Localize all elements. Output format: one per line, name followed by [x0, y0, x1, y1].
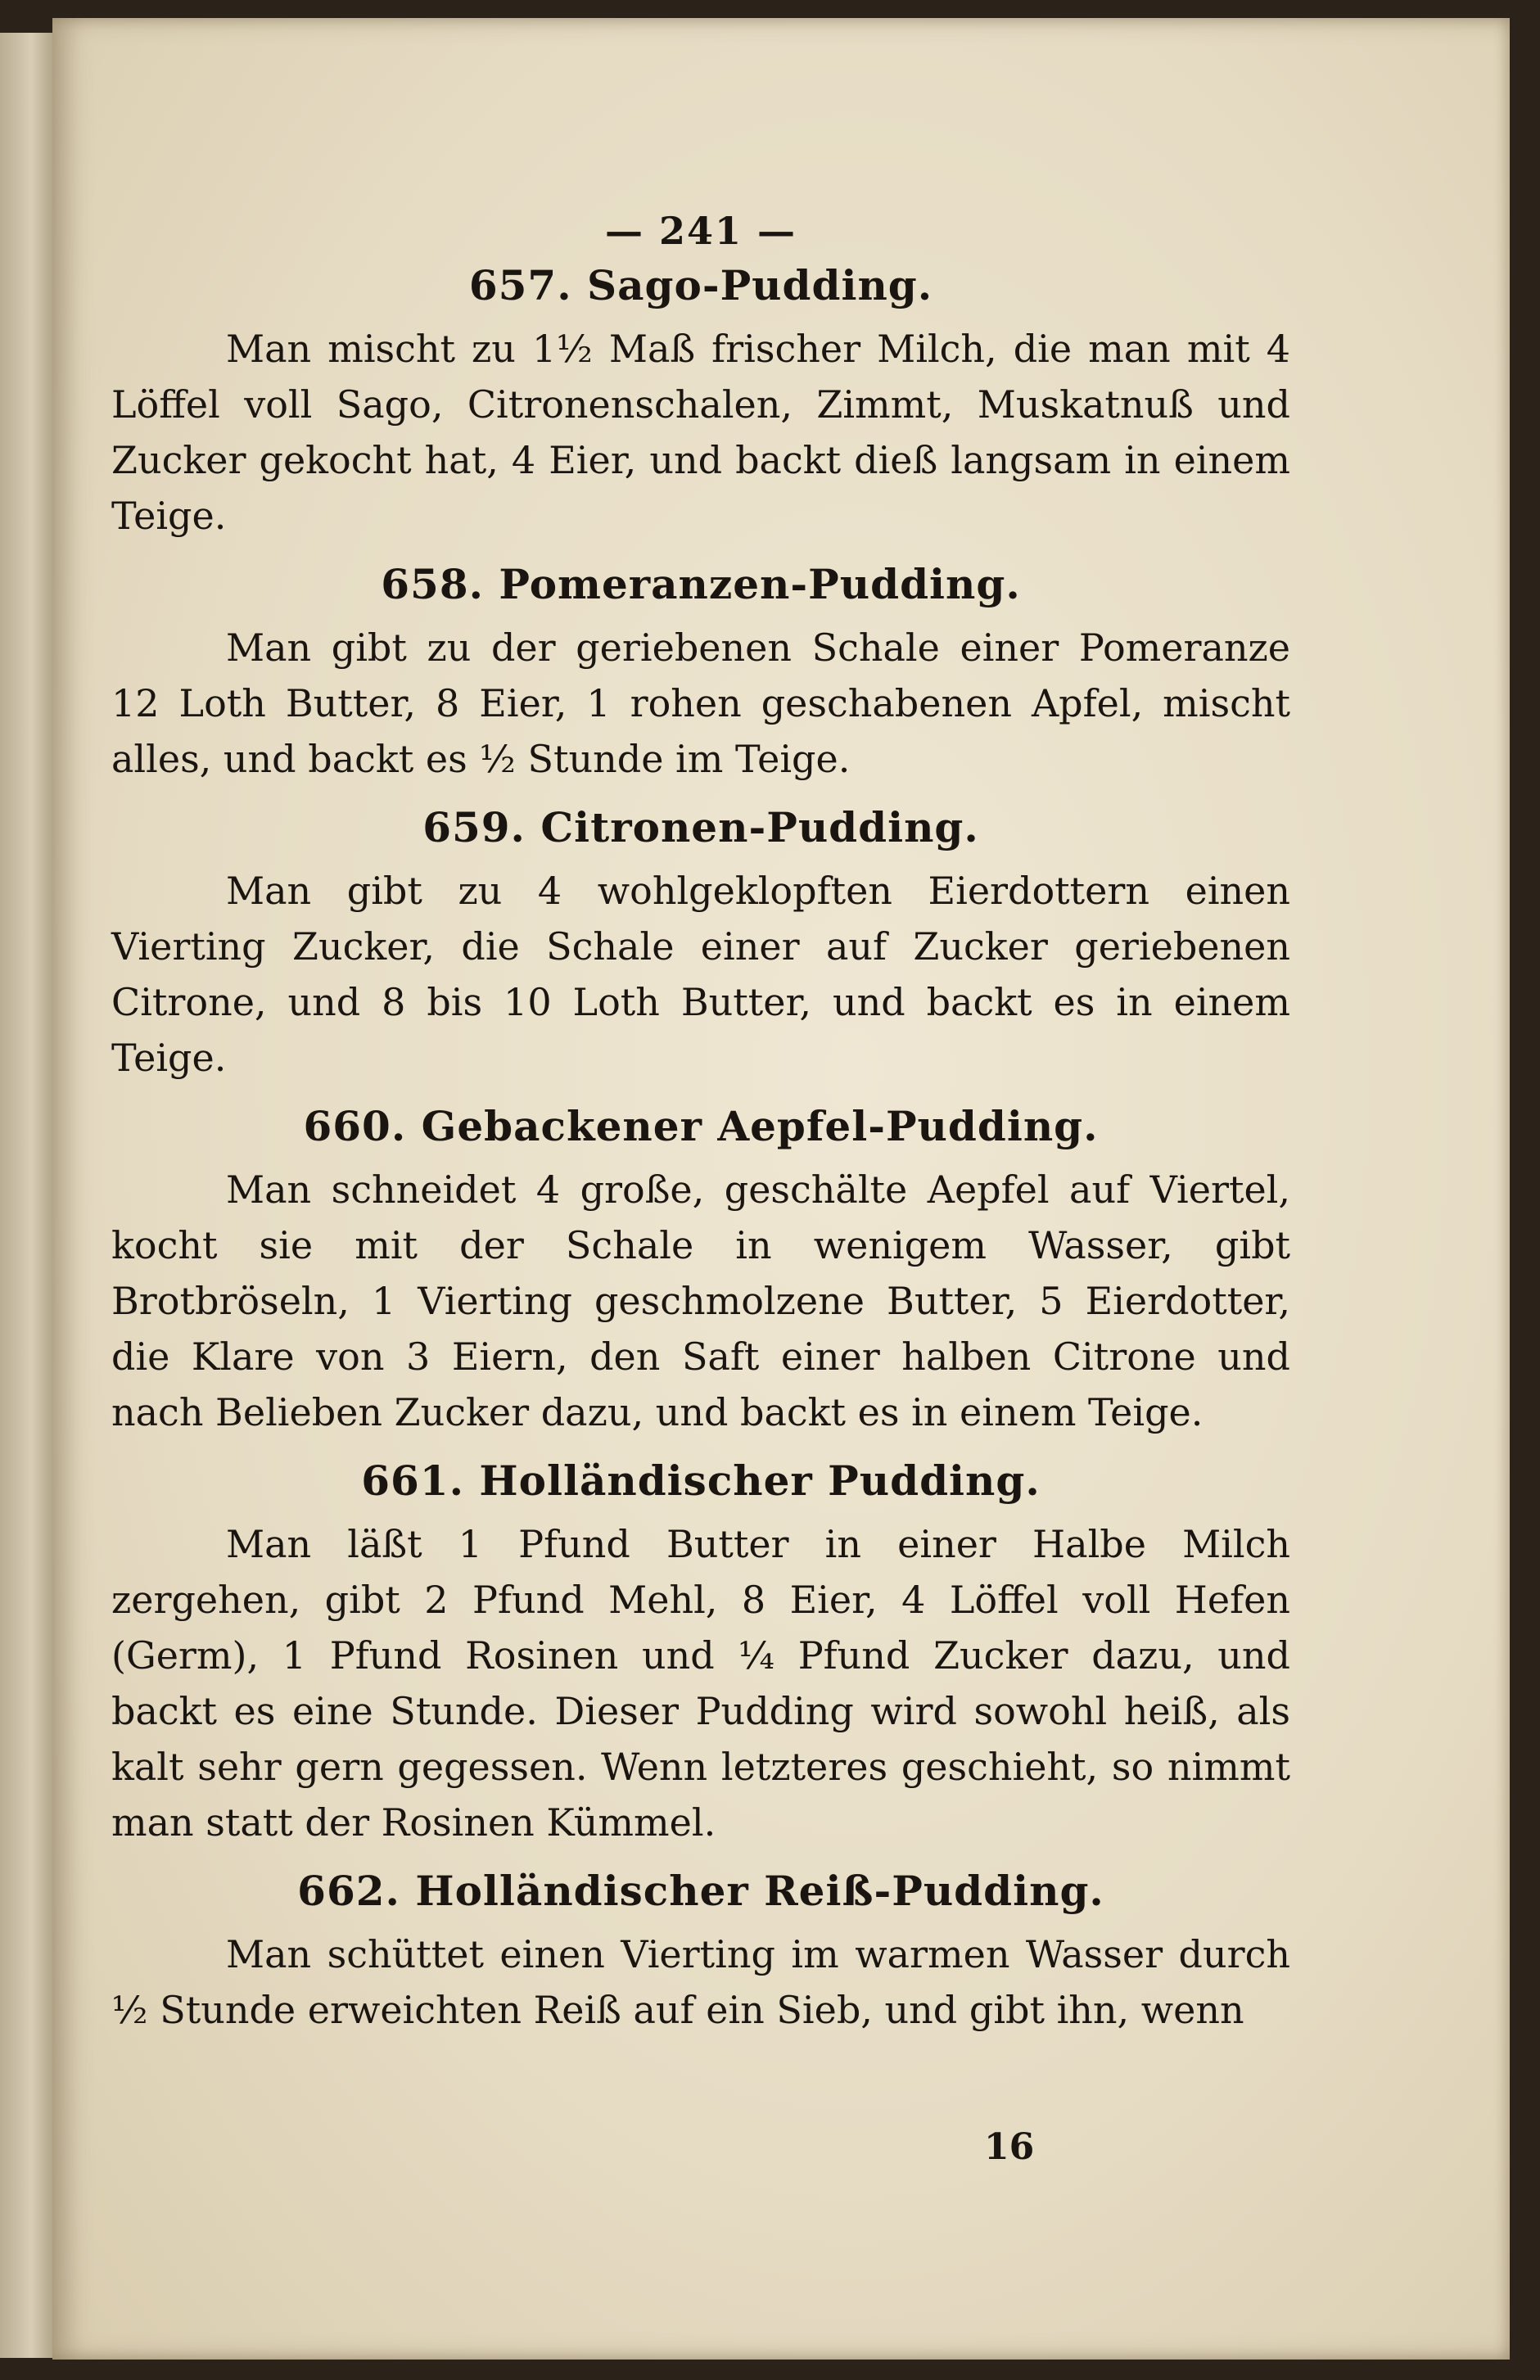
recipe-body: Man läßt 1 Pfund Butter in einer Halbe Milch zergehen, gibt 2 Pfund Mehl, 8 Eier, 4 Löffel voll Hefen (Germ), 1 Pfund Rosinen und ¼ Pfund Zucker dazu, und backt es eine Stunde. Dieser Pudding wird sowohl heiß, als kalt sehr gern gegessen. Wenn letzteres geschieht, so nimmt man statt der Rosinen Kümmel.: [111, 1522, 1290, 1845]
recipe-title: 662. Holländischer Reiß-Pudding.: [297, 1867, 1104, 1915]
recipe-660: [111, 1102, 1290, 1440]
recipe-title: 658. Pomeranzen-Pudding.: [381, 560, 1021, 608]
page-number: — 241 —: [604, 209, 797, 253]
recipe-body: Man mischt zu 1½ Maß frischer Milch, die man mit 4 Löffel voll Sago, Citronenschalen, Zimmt, Muskatnuß und Zucker gekocht hat, 4 Eier, und backt dieß langsam in einem Teige.: [111, 327, 1290, 538]
recipe-title: 661. Holländischer Pudding.: [361, 1456, 1041, 1505]
recipe-body: Man schüttet einen Vierting im warmen Wasser durch ½ Stunde erweichten Reiß auf ein Sieb, und gibt ihn, wenn: [111, 1932, 1290, 2032]
recipe-title: 657. Sago-Pudding.: [468, 261, 933, 309]
recipe-title: 659. Citronen-Pudding.: [422, 803, 979, 851]
recipe-body: Man gibt zu 4 wohlgeklopften Eierdottern einen Vierting Zucker, die Schale einer auf Zucker geriebenen Citrone, und 8 bis 10 Loth Butter, und backt es in einem Teige.: [111, 869, 1290, 1080]
recipe-659: [111, 803, 1290, 1086]
recipe-658: [111, 560, 1290, 787]
recipe-title: 660. Gebackener Aepfel-Pudding.: [303, 1102, 1099, 1150]
recipe-662: [111, 1867, 1290, 2038]
page-text-block: [111, 209, 1290, 2054]
recipe-657: [111, 261, 1290, 544]
recipe-661: [111, 1456, 1290, 1850]
recipe-body: Man schneidet 4 große, geschälte Aepfel auf Viertel, kocht sie mit der Schale in wenigem Wasser, gibt Brotbröseln, 1 Vierting geschmolzene Butter, 5 Eierdotter, die Klare von 3 Eiern, den Saft einer halben Citrone und nach Belieben Zucker dazu, und backt es in einem Teige.: [111, 1167, 1290, 1434]
signature-mark: 16: [984, 2126, 1035, 2168]
recipe-body: Man gibt zu der geriebenen Schale einer Pomeranze 12 Loth Butter, 8 Eier, 1 rohen geschabenen Apfel, mischt alles, und backt es ½ Stunde im Teige.: [111, 625, 1290, 781]
previous-page-edge: [0, 33, 57, 2358]
